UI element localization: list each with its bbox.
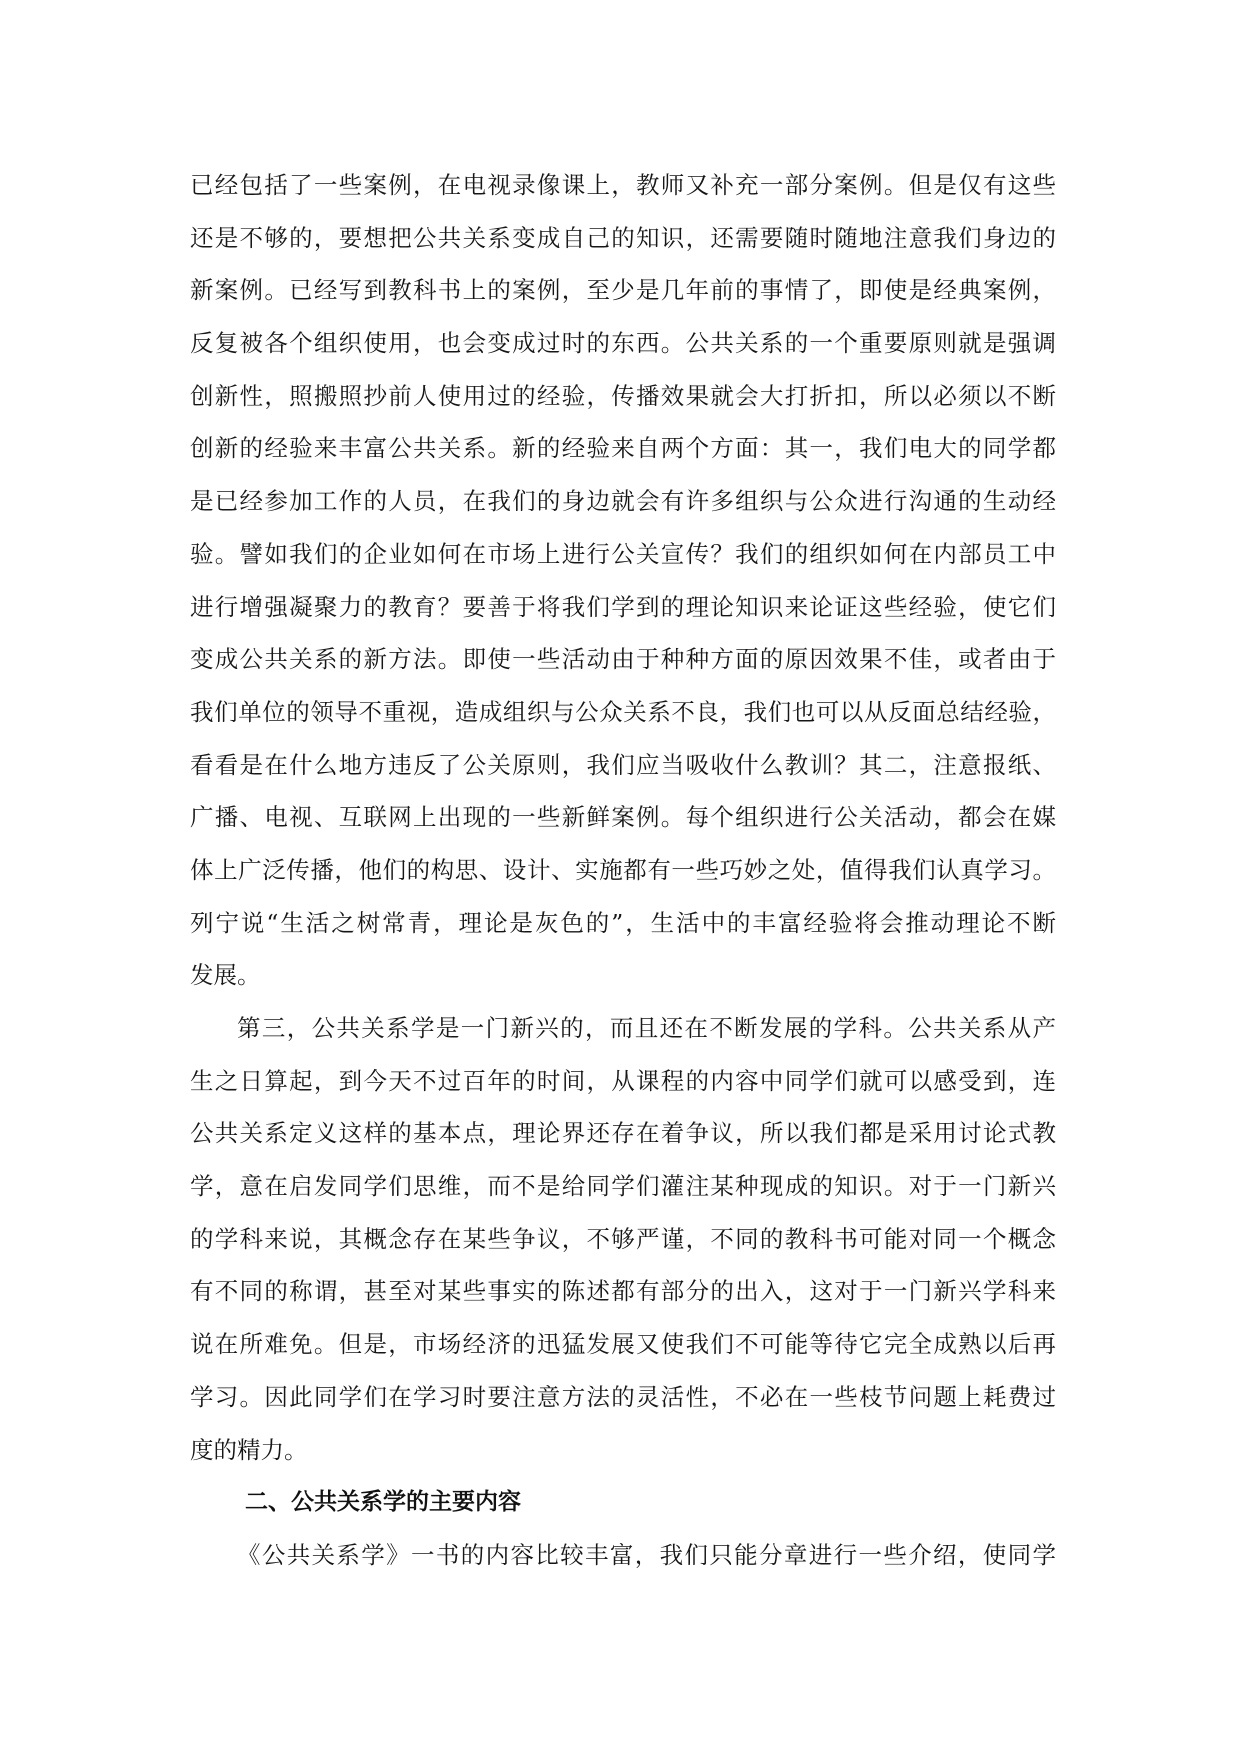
text-line: 公共关系定义这样的基本点，理论界还存在着争议，所以我们都是采用讨论式教 [190,1119,1056,1148]
text-line: 进行增强凝聚力的教育？要善于将我们学到的理论知识来论证这些经验，使它们 [190,592,1056,621]
text-line: 《公共关系学》一书的内容比较丰富，我们只能分章进行一些介绍，使同学 [237,1540,1056,1569]
text-line: 发展。 [190,961,261,990]
text-line: 验。譬如我们的企业如何在市场上进行公关宣传？我们的组织如何在内部员工中 [190,539,1056,568]
text-line: 学，意在启发同学们思维，而不是给同学们灌注某种现成的知识。对于一门新兴 [190,1172,1056,1201]
text-line: 创新的经验来丰富公共关系。新的经验来自两个方面：其一，我们电大的同学都 [190,434,1056,463]
paragraph-continuation [190,159,1056,1002]
text-line: 生之日算起，到今天不过百年的时间，从课程的内容中同学们就可以感受到，连 [190,1066,1056,1095]
paragraph-book-intro [190,1529,1056,1582]
text-line: 已经包括了一些案例，在电视录像课上，教师又补充一部分案例。但是仅有这些 [190,171,1056,199]
text-line: 广播、电视、互联网上出现的一些新鲜案例。每个组织进行公关活动，都会在媒 [190,803,1056,832]
text-line: 学习。因此同学们在学习时要注意方法的灵活性，不必在一些枝节问题上耗费过 [190,1382,1056,1411]
text-line: 有不同的称谓，甚至对某些事实的陈述都有部分的出入，这对于一门新兴学科来 [190,1277,1056,1306]
text-line: 我们单位的领导不重视，造成组织与公众关系不良，我们也可以从反面总结经验， [190,697,1056,726]
text-line: 还是不够的，要想把公共关系变成自己的知识，还需要随时随地注意我们身边的 [190,223,1056,252]
body-text [190,159,1056,1582]
text-line: 创新性，照搬照抄前人使用过的经验，传播效果就会大打折扣，所以必须以不断 [190,381,1056,410]
text-line: 第三，公共关系学是一门新兴的，而且还在不断发展的学科。公共关系从产 [237,1014,1056,1042]
text-line: 看看是在什么地方违反了公关原则，我们应当吸收什么教训？其二，注意报纸、 [190,750,1056,779]
text-line: 反复被各个组织使用，也会变成过时的东西。公共关系的一个重要原则就是强调 [190,329,1056,358]
text-line: 是已经参加工作的人员，在我们的身边就会有许多组织与公众进行沟通的生动经 [190,487,1056,516]
text-line: 的学科来说，其概念存在某些争议，不够严谨，不同的教科书可能对同一个概念 [190,1224,1056,1253]
text-line: 列宁说“生活之树常青，理论是灰色的”，生活中的丰富经验将会推动理论不断 [190,908,1056,937]
text-line: 度的精力。 [190,1435,308,1464]
text-line: 说在所难免。但是，市场经济的迅猛发展又使我们不可能等待它完全成熟以后再 [190,1330,1056,1359]
text-line: 变成公共关系的新方法。即使一些活动由于种种方面的原因效果不佳，或者由于 [190,645,1056,674]
text-line: 体上广泛传播，他们的构思、设计、实施都有一些巧妙之处，值得我们认真学习。 [190,855,1056,884]
paragraph-third-point [190,1002,1056,1476]
text-line: 新案例。已经写到教科书上的案例，至少是几年前的事情了，即使是经典案例， [190,276,1056,305]
section-heading: 二、公共关系学的主要内容 [245,1489,521,1516]
